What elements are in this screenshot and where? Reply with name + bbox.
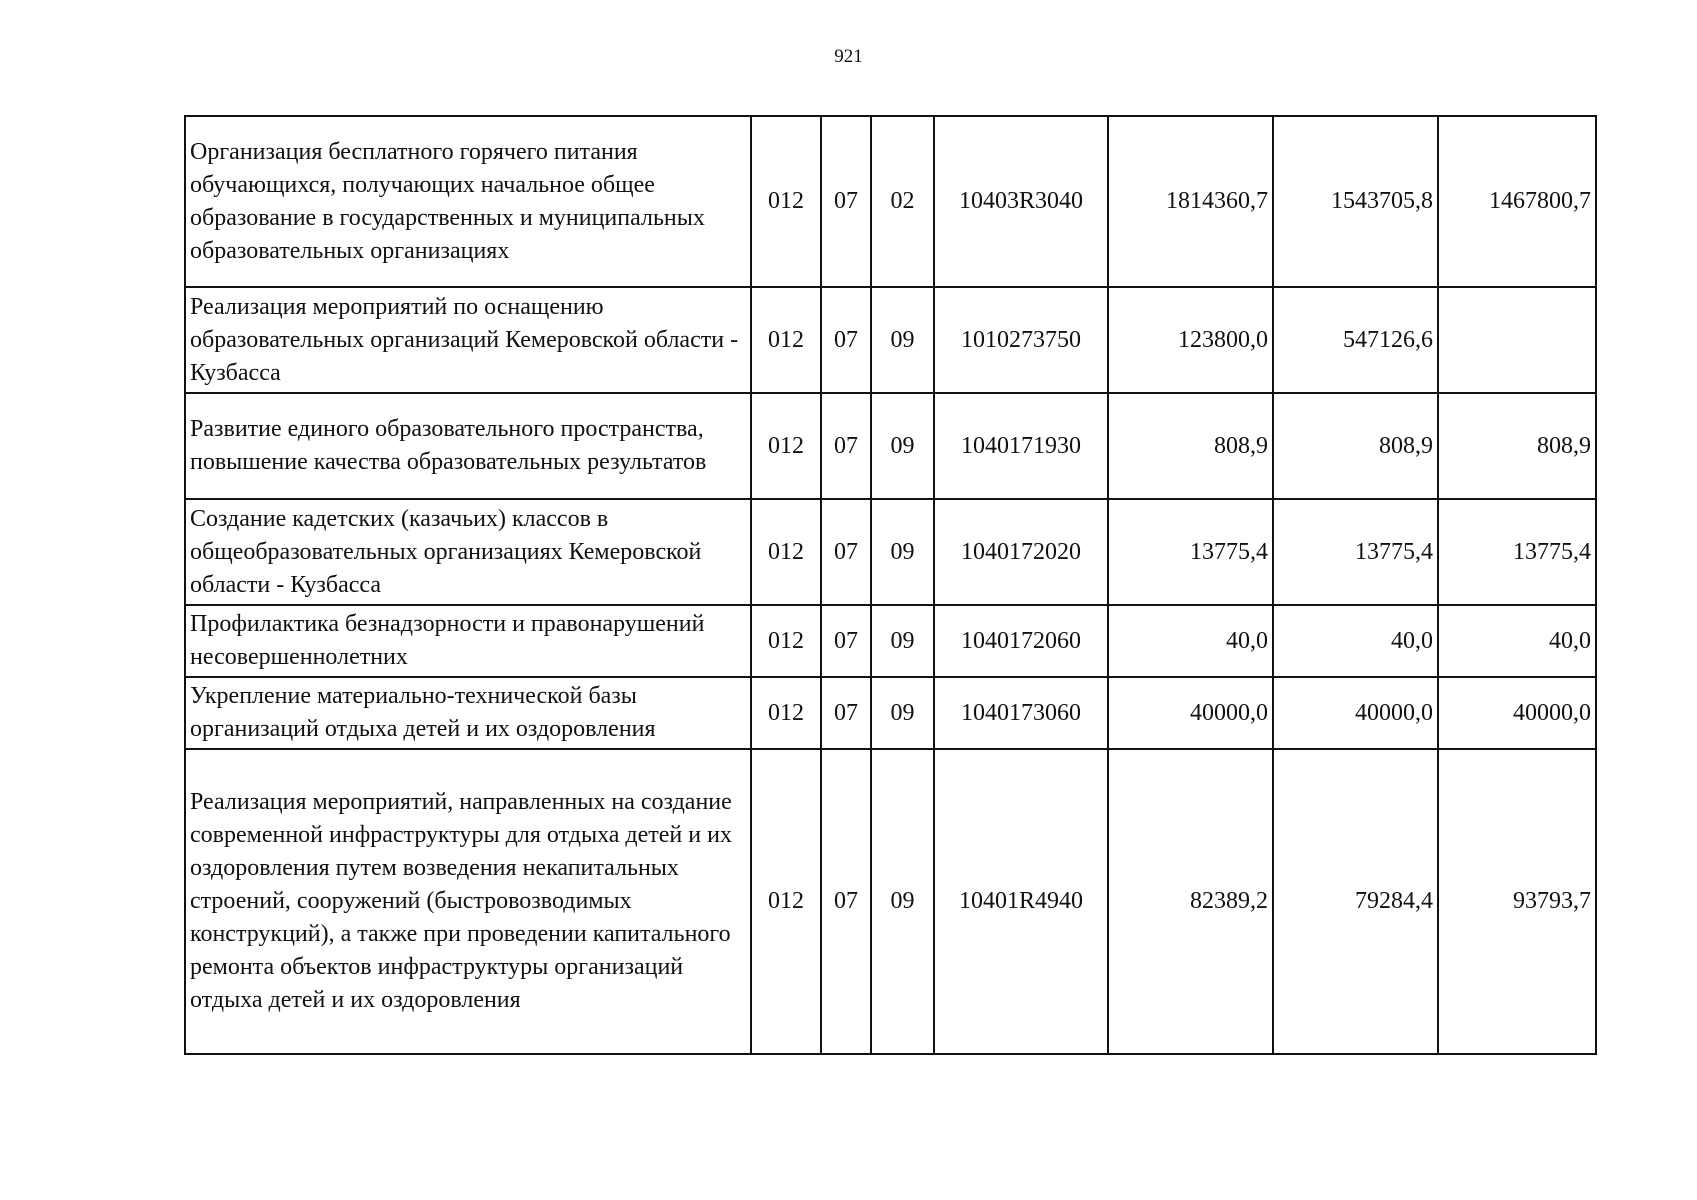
target-item-cell: 1040172020 xyxy=(934,499,1108,605)
amount-1-cell: 40000,0 xyxy=(1108,677,1273,749)
description-cell: Реализация мероприятий по оснащению образовательных организаций Кемеровской области - Кузбасса xyxy=(185,287,751,393)
subsection-code-cell: 09 xyxy=(871,605,934,677)
subsection-code-cell: 09 xyxy=(871,749,934,1054)
target-item-cell: 1040173060 xyxy=(934,677,1108,749)
table-row xyxy=(185,393,1596,499)
target-item-cell: 1040171930 xyxy=(934,393,1108,499)
amount-2-cell: 13775,4 xyxy=(1273,499,1438,605)
section-code-cell: 07 xyxy=(821,605,871,677)
ministry-code-cell: 012 xyxy=(751,287,821,393)
section-code-cell: 07 xyxy=(821,749,871,1054)
amount-2-cell: 40,0 xyxy=(1273,605,1438,677)
ministry-code-cell: 012 xyxy=(751,499,821,605)
amount-3-cell: 808,9 xyxy=(1438,393,1596,499)
amount-1-cell: 808,9 xyxy=(1108,393,1273,499)
section-code-cell: 07 xyxy=(821,499,871,605)
table-row xyxy=(185,499,1596,605)
target-item-cell: 10401R4940 xyxy=(934,749,1108,1054)
amount-2-cell: 1543705,8 xyxy=(1273,116,1438,287)
ministry-code-cell: 012 xyxy=(751,605,821,677)
table-row xyxy=(185,677,1596,749)
amount-2-cell: 40000,0 xyxy=(1273,677,1438,749)
subsection-code-cell: 09 xyxy=(871,393,934,499)
description-cell: Укрепление материально-технической базы организаций отдыха детей и их оздоровления xyxy=(185,677,751,749)
amount-3-cell: 40,0 xyxy=(1438,605,1596,677)
ministry-code-cell: 012 xyxy=(751,116,821,287)
subsection-code-cell: 09 xyxy=(871,287,934,393)
description-cell: Реализация мероприятий, направленных на создание современной инфраструктуры для отдыха детей и их оздоровления путем возведения некапитальных строений, сооружений (быстровозводимых конструкций), а также при проведении капитального ремонта объектов инфраструктуры организаций отдыха детей и их оздоровления xyxy=(185,749,751,1054)
subsection-code-cell: 02 xyxy=(871,116,934,287)
target-item-cell: 1010273750 xyxy=(934,287,1108,393)
target-item-cell: 10403R3040 xyxy=(934,116,1108,287)
table-row xyxy=(185,116,1596,287)
section-code-cell: 07 xyxy=(821,287,871,393)
ministry-code-cell: 012 xyxy=(751,393,821,499)
description-cell: Профилактика безнадзорности и правонарушений несовершеннолетних xyxy=(185,605,751,677)
amount-1-cell: 1814360,7 xyxy=(1108,116,1273,287)
description-cell: Организация бесплатного горячего питания обучающихся, получающих начальное общее образование в государственных и муниципальных образовательных организациях xyxy=(185,116,751,287)
amount-1-cell: 82389,2 xyxy=(1108,749,1273,1054)
amount-3-cell: 93793,7 xyxy=(1438,749,1596,1054)
amount-2-cell: 808,9 xyxy=(1273,393,1438,499)
amount-2-cell: 547126,6 xyxy=(1273,287,1438,393)
amount-1-cell: 123800,0 xyxy=(1108,287,1273,393)
budget-table xyxy=(184,115,1597,1055)
table-row xyxy=(185,749,1596,1054)
amount-1-cell: 13775,4 xyxy=(1108,499,1273,605)
amount-1-cell: 40,0 xyxy=(1108,605,1273,677)
amount-3-cell xyxy=(1438,287,1596,393)
amount-3-cell: 1467800,7 xyxy=(1438,116,1596,287)
description-cell: Развитие единого образовательного пространства, повышение качества образовательных результатов xyxy=(185,393,751,499)
amount-3-cell: 13775,4 xyxy=(1438,499,1596,605)
amount-3-cell: 40000,0 xyxy=(1438,677,1596,749)
table-row xyxy=(185,287,1596,393)
description-cell: Создание кадетских (казачьих) классов в общеобразовательных организациях Кемеровской области - Кузбасса xyxy=(185,499,751,605)
subsection-code-cell: 09 xyxy=(871,677,934,749)
subsection-code-cell: 09 xyxy=(871,499,934,605)
ministry-code-cell: 012 xyxy=(751,677,821,749)
page-number: 921 xyxy=(834,46,863,67)
section-code-cell: 07 xyxy=(821,393,871,499)
section-code-cell: 07 xyxy=(821,677,871,749)
ministry-code-cell: 012 xyxy=(751,749,821,1054)
amount-2-cell: 79284,4 xyxy=(1273,749,1438,1054)
section-code-cell: 07 xyxy=(821,116,871,287)
target-item-cell: 1040172060 xyxy=(934,605,1108,677)
table-row xyxy=(185,605,1596,677)
